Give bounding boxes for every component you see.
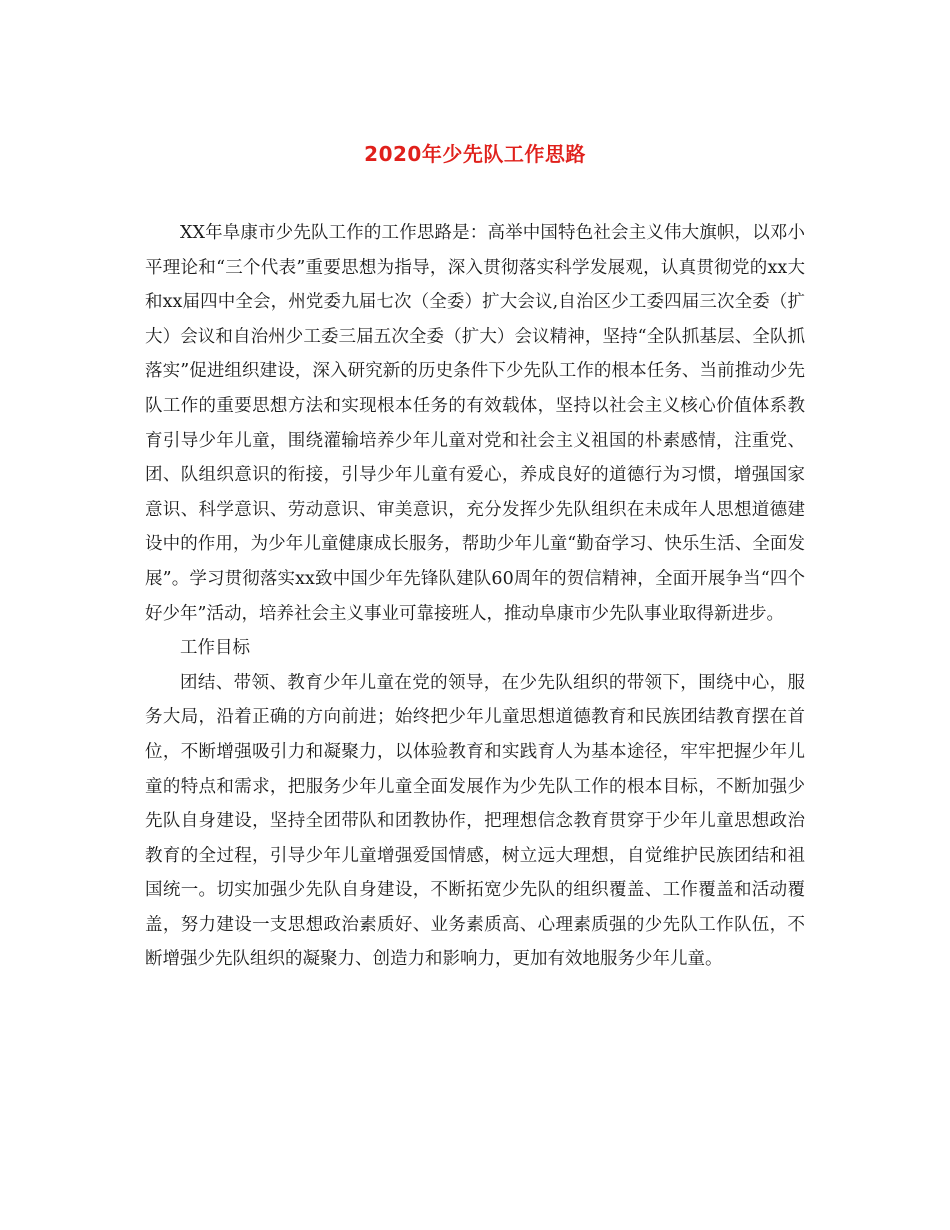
paragraph-work-goals: 团结、带领、教育少年儿童在党的领导，在少先队组织的带领下，围绕中心，服务大局，沿着正确的方向前进；始终把少年儿童思想道德教育和民族团结教育摆在首位，不断增强吸引力和凝聚力，以体验教育和实践育人为基本途径，牢牢把握少年儿童的特点和需求，把服务少年儿童全面发展作为少先队工作的根本目标，不断加强少先队自身建设，坚持全团带队和团教协作，把理想信念教育贯穿于少年儿童思想政治教育的全过程，引导少年儿童增强爱国情感，树立远大理想，自觉维护民族团结和祖国统一。切实加强少先队自身建设，不断拓宽少先队的组织覆盖、工作覆盖和活动覆盖，努力建设一支思想政治素质好、业务素质高、心理素质强的少先队工作队伍，不断增强少先队组织的凝聚力、创造力和影响力，更加有效地服务少年儿童。 — [145, 672, 805, 970]
paragraph-work-approach: XX年阜康市少先队工作的工作思路是：高举中国特色社会主义伟大旗帜，以邓小平理论和“三个代表”重要思想为指导，深入贯彻落实科学发展观，认真贯彻党的xx大和xx届四中全会，州党委九届七次（全委）扩大会议,自治区少工委四届三次全委（扩大）会议和自治州少工委三届五次全委（扩大）会议精神，坚持“全队抓基层、全队抓落实”促进组织建设，深入研究新的历史条件下少先队工作的根本任务、当前推动少先队工作的重要思想方法和实现根本任务的有效载体，坚持以社会主义核心价值体系教育引导少年儿童，围绕灌输培养少年儿童对党和社会主义祖国的朴素感情，注重党、团、队组织意识的衔接，引导少年儿童有爱心，养成良好的道德行为习惯，增强国家意识、科学意识、劳动意识、审美意识，充分发挥少先队组织在未成年人思想道德建设中的作用，为少年儿童健康成长服务，帮助少年儿童“勤奋学习、快乐生活、全面发展”。学习贯彻落实xx致中国少年先锋队建队60周年的贺信精神，全面开展争当“四个好少年”活动，培养社会主义事业可靠接班人，推动阜康市少先队事业取得新进步。 — [145, 223, 805, 624]
document-title: 2020年少先队工作思路 — [364, 142, 586, 166]
section-heading-work-goals: 工作目标 — [180, 638, 250, 659]
document-body — [145, 216, 805, 977]
